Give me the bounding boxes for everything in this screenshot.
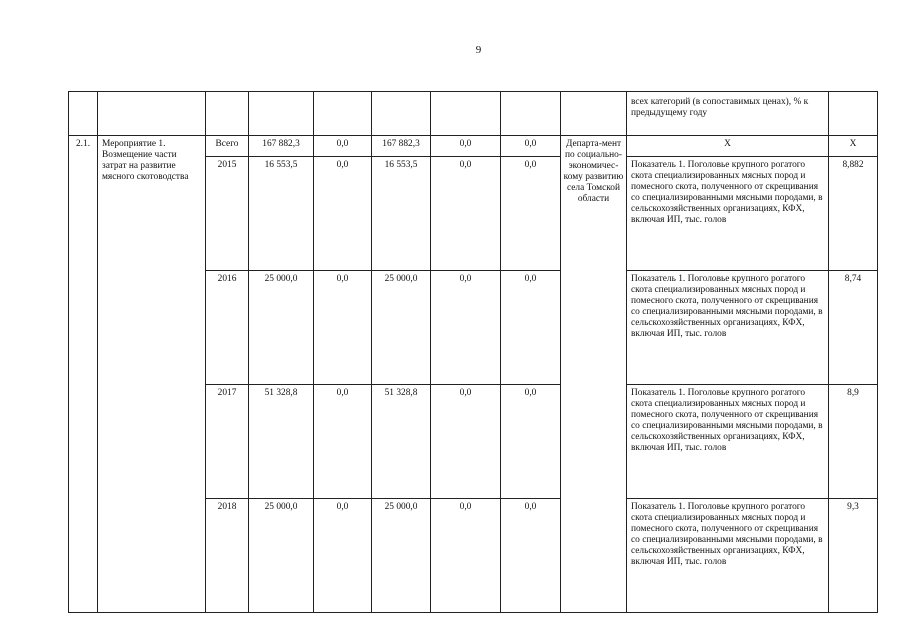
- total-funding: 25 000,0: [249, 271, 314, 385]
- indicator-value: 8,882: [829, 157, 878, 271]
- indicator-cell: Показатель 1. Поголовье крупного рогатого скота специализированных мясных пород и помесного скота, полученного от скрещивания со специализированными мясными породами, в сельскохозяйственных организациях, КФХ, включая ИП, тыс. голов: [627, 499, 829, 613]
- empty-cell: [69, 92, 98, 136]
- item-name: Мероприятие 1. Возмещение части затрат на развитие мясного скотоводства: [98, 136, 206, 613]
- period-total-label: Всего: [206, 136, 249, 157]
- indicator-value: Х: [829, 136, 878, 157]
- local-funding: 0,0: [431, 271, 501, 385]
- year-cell: 2015: [206, 157, 249, 271]
- indicator-cell: Показатель 1. Поголовье крупного рогатого скота специализированных мясных пород и помесного скота, полученного от скрещивания со специализированными мясными породами, в сельскохозяйственных организациях, КФХ, включая ИП, тыс. голов: [627, 157, 829, 271]
- empty-cell: [249, 92, 314, 136]
- year-cell: 2018: [206, 499, 249, 613]
- indicator-cell: Показатель 1. Поголовье крупного рогатого скота специализированных мясных пород и помесного скота, полученного от скрещивания со специализированными мясными породами, в сельскохозяйственных организациях, КФХ, включая ИП, тыс. голов: [627, 385, 829, 499]
- empty-cell: [314, 92, 372, 136]
- indicator-value: 9,3: [829, 499, 878, 613]
- regional-funding: 16 553,5: [372, 157, 431, 271]
- extra-funding: 0,0: [501, 499, 561, 613]
- empty-cell: [501, 92, 561, 136]
- local-funding: 0,0: [431, 136, 501, 157]
- extra-funding: 0,0: [501, 157, 561, 271]
- total-funding: 16 553,5: [249, 157, 314, 271]
- empty-cell: [206, 92, 249, 136]
- indicator-value: 8,9: [829, 385, 878, 499]
- item-number: 2.1.: [69, 136, 98, 613]
- regional-funding: 25 000,0: [372, 271, 431, 385]
- executor-continued-cell: [561, 271, 627, 613]
- empty-cell: [372, 92, 431, 136]
- indicator-cell: Показатель 1. Поголовье крупного рогатого скота специализированных мясных пород и помесного скота, полученного от скрещивания со специализированными мясными породами, в сельскохозяйственных организациях, КФХ, включая ИП, тыс. голов: [627, 271, 829, 385]
- local-funding: 0,0: [431, 385, 501, 499]
- federal-funding: 0,0: [314, 157, 372, 271]
- federal-funding: 0,0: [314, 385, 372, 499]
- year-cell: 2017: [206, 385, 249, 499]
- page-number: 9: [475, 44, 482, 56]
- local-funding: 0,0: [431, 499, 501, 613]
- regional-funding: 25 000,0: [372, 499, 431, 613]
- total-funding: 25 000,0: [249, 499, 314, 613]
- regional-funding: 51 328,8: [372, 385, 431, 499]
- executor: Департа-мент по социально-экономичес-кому развитию села Томской области: [561, 136, 627, 271]
- continuation-row: [69, 92, 878, 136]
- total-row: [69, 136, 878, 157]
- indicator-value: 8,74: [829, 271, 878, 385]
- empty-cell: [829, 92, 878, 136]
- total-funding: 51 328,8: [249, 385, 314, 499]
- extra-funding: 0,0: [501, 385, 561, 499]
- empty-cell: [431, 92, 501, 136]
- federal-funding: 0,0: [314, 136, 372, 157]
- continuation-indicator-text: всех категорий (в сопоставимых ценах), % к предыдущему году: [627, 92, 829, 136]
- empty-cell: [561, 92, 627, 136]
- extra-funding: 0,0: [501, 136, 561, 157]
- regional-funding: 167 882,3: [372, 136, 431, 157]
- federal-funding: 0,0: [314, 271, 372, 385]
- year-cell: 2016: [206, 271, 249, 385]
- federal-funding: 0,0: [314, 499, 372, 613]
- program-table: [68, 91, 878, 613]
- empty-cell: [98, 92, 206, 136]
- local-funding: 0,0: [431, 157, 501, 271]
- indicator-cell: Х: [627, 136, 829, 157]
- extra-funding: 0,0: [501, 271, 561, 385]
- total-funding: 167 882,3: [249, 136, 314, 157]
